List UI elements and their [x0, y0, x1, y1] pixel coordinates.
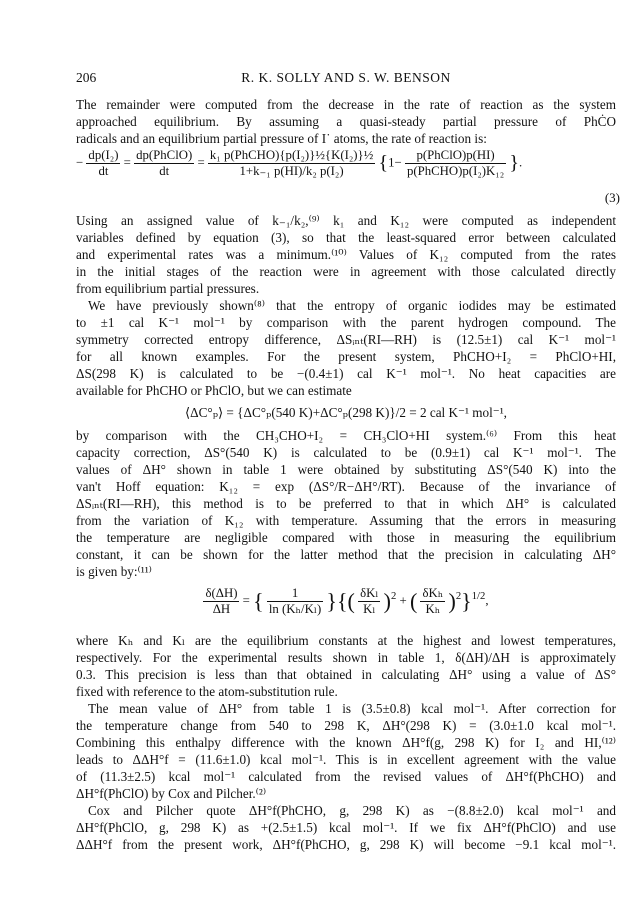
- text-line: ΔΔH°f from the present work, ΔH°f(PhCHO, g, 298 K) will become −9.1 kcal mol⁻¹.: [76, 837, 616, 852]
- fraction: $\frac{\text{dp(PhClO)}}{dt}$: [136, 148, 193, 178]
- fraction: $\frac{1}{\text{ln (Kₕ/Kₗ)}}$: [268, 586, 322, 616]
- text-line: leads to ΔΔH°f = (11.6±1.0) kcal mol⁻¹. This is in excellent agreement with the value: [76, 752, 616, 767]
- text-line: Combining this enthalpy difference with the known ΔH°f(g, 298 K) for I₂ and HI,⁽¹²⁾: [76, 735, 616, 750]
- text-line: van't Hoff equation: K₁₂ = exp (ΔS°/R−ΔH°/RT). Because of the invariance of: [76, 479, 616, 494]
- page-header: [76, 70, 616, 90]
- text-line: for all known examples. For the present system, PhCHO+I₂ = PhClO+HI,: [76, 349, 616, 364]
- fraction: $\frac{\delta(\Delta H)}{\Delta H}$: [205, 586, 238, 616]
- text-line: The mean value of ΔH° from table 1 is (3.5±0.8) kcal mol⁻¹. After correction for: [88, 701, 616, 716]
- equation-heat-capacity: ⟨ΔC°ₚ⟩ = {ΔC°ₚ(540 K)+ΔC°ₚ(298 K)}/2 = 2 cal K⁻¹ mol⁻¹,: [185, 405, 507, 420]
- text-line: radicals and an equilibrium partial pressure of I˙ atoms, the rate of reaction is:: [76, 131, 487, 146]
- text-line: ΔH°f(PhClO) by Cox and Pilcher.⁽²⁾: [76, 786, 267, 801]
- equation-precision: $\frac{\delta(\Delta H)}{\Delta H}$ = { $\frac{1}{\text{ln (Kₕ/Kₗ)}}$ }{( $\frac{\text{δKₗ}}{\text{Kₗ}}$ )$^2$ + ( $\frac{\text{δKₕ}}{\text{Kₕ}}$ )$^2$}$^{1/2}$,: [205, 586, 489, 616]
- text-line: where Kₕ and Kₗ are the equilibrium constants at the highest and lowest temperatures,: [76, 633, 616, 648]
- fraction: $\frac{\text{dp(I₂)}}{dt}$: [88, 148, 119, 178]
- text-line: from equilibrium partial pressures.: [76, 281, 260, 296]
- text-line: constant, it can be shown for the latter method that the precision in calculating ΔH°: [76, 547, 616, 562]
- fraction: $\frac{\text{δKₕ}}{\text{Kₕ}}$: [422, 586, 444, 616]
- fraction: $\frac{\text{p(PhClO)p(HI)}}{\text{p(PhCHO)p(I₂)K₁₂}}$: [406, 148, 505, 178]
- text-line: The remainder were computed from the decrease in the rate of reaction as the system: [76, 97, 616, 112]
- text-line: and experimental rates was a minimum.⁽¹⁰⁾ Values of K₁₂ computed from the rates: [76, 247, 616, 262]
- text-line: is given by:⁽¹¹⁾: [76, 564, 152, 579]
- equation-3: − $\frac{\text{dp(I₂)}}{dt}$ = $\frac{\text{dp(PhClO)}}{dt}$ = $\frac{\text{k₁ p(PhCHO)\{p(I₂)\}½\{K(I₂)\}½}}{\text{1+k₋₁ p(HI)/k₂ p(I₂)}}$ {1− $\frac{\text{p(PhClO)p(HI)}}{\text{p(PhCHO)p(I₂)K₁₂}}$ }.: [76, 148, 523, 178]
- page-number: 206: [76, 70, 97, 85]
- text-line: ΔSᵢₙₜ(RI—RH), this method is to be preferred to that in which ΔH° is calculated: [76, 496, 616, 511]
- text-line: ΔH°f(PhClO, g, 298 K) as +(2.5±1.5) kcal mol⁻¹. If we fix ΔH°f(PhClO) and use: [76, 820, 616, 835]
- text-line: values of ΔH° shown in table 1 were obtained by substituting ΔS°(540 K) into the: [76, 462, 616, 477]
- text-line: Cox and Pilcher quote ΔH°f(PhCHO, g, 298 K) as −(8.8±2.0) kcal mol⁻¹ and: [88, 803, 616, 818]
- text-line: variables defined by equation (3), so that the least-squared error between calculated: [76, 230, 616, 245]
- text-line: respectively. For the experimental results shown in table 1, δ(ΔH)/ΔH is approximately: [76, 650, 616, 665]
- running-head: R. K. SOLLY AND S. W. BENSON: [241, 70, 451, 85]
- text-line: the temperature are negligible compared with those in measuring the equilibrium: [76, 530, 616, 545]
- text-line: capacity correction, ΔS°(540 K) is calculated to be (0.9±1) cal K⁻¹ mol⁻¹. The: [76, 445, 616, 460]
- text-line: the temperature change from 540 to 298 K, ΔH°(298 K) = (3.0±1.0 kcal mol⁻¹.: [76, 718, 616, 733]
- fraction: $\frac{\text{δKₗ}}{\text{Kₗ}}$: [360, 586, 379, 616]
- text-line: We have previously shown⁽⁸⁾ that the entropy of organic iodides may be estimated: [88, 298, 616, 313]
- text-line: approached equilibrium. By assuming a quasi-steady partial pressure of PhĊO: [76, 114, 616, 129]
- equation-number: (3): [604, 190, 620, 205]
- text-line: from the variation of K₁₂ with temperature. Assuming that the errors in measuring: [76, 513, 616, 528]
- exponent: 1/2: [471, 591, 486, 603]
- fraction: $\frac{\text{k₁ p(PhCHO)\{p(I₂)\}½\{K(I₂)\}½}}{\text{1+k₋₁ p(HI)/k₂ p(I₂)}}$: [209, 148, 374, 178]
- text-line: available for PhCHO or PhClO, but we can estimate: [76, 383, 352, 398]
- text-line: fixed with reference to the atom-substitution rule.: [76, 684, 338, 699]
- text-line: of (11.3±2.5) kcal mol⁻¹ calculated from the revised values of ΔH°f(PhCHO) and: [76, 769, 616, 784]
- text-line: Using an assigned value of k₋₁/k₂,⁽⁹⁾ k₁ and K₁₂ were computed as independent: [76, 213, 616, 228]
- text-line: symmetry corrected entropy difference, ΔSᵢₙₜ(RI—RH) is (12.5±1) cal K⁻¹ mol⁻¹: [76, 332, 616, 347]
- text-line: ΔS(298 K) is calculated to be −(0.4±1) cal K⁻¹ mol⁻¹. No heat capacities are: [76, 366, 616, 381]
- text-line: to ±1 cal K⁻¹ mol⁻¹ by comparison with the parent hydrogen compound. The: [76, 315, 616, 330]
- text-line: 0.3. This precision is less than that obtained in calculating ΔH° using a value of ΔS°: [76, 667, 616, 682]
- text-line: by comparison with the CH₃CHO+I₂ = CH₃ClO+HI system.⁽⁶⁾ From this heat: [76, 428, 616, 443]
- text-line: in the initial stages of the reaction were in agreement with those calculated directly: [76, 264, 616, 279]
